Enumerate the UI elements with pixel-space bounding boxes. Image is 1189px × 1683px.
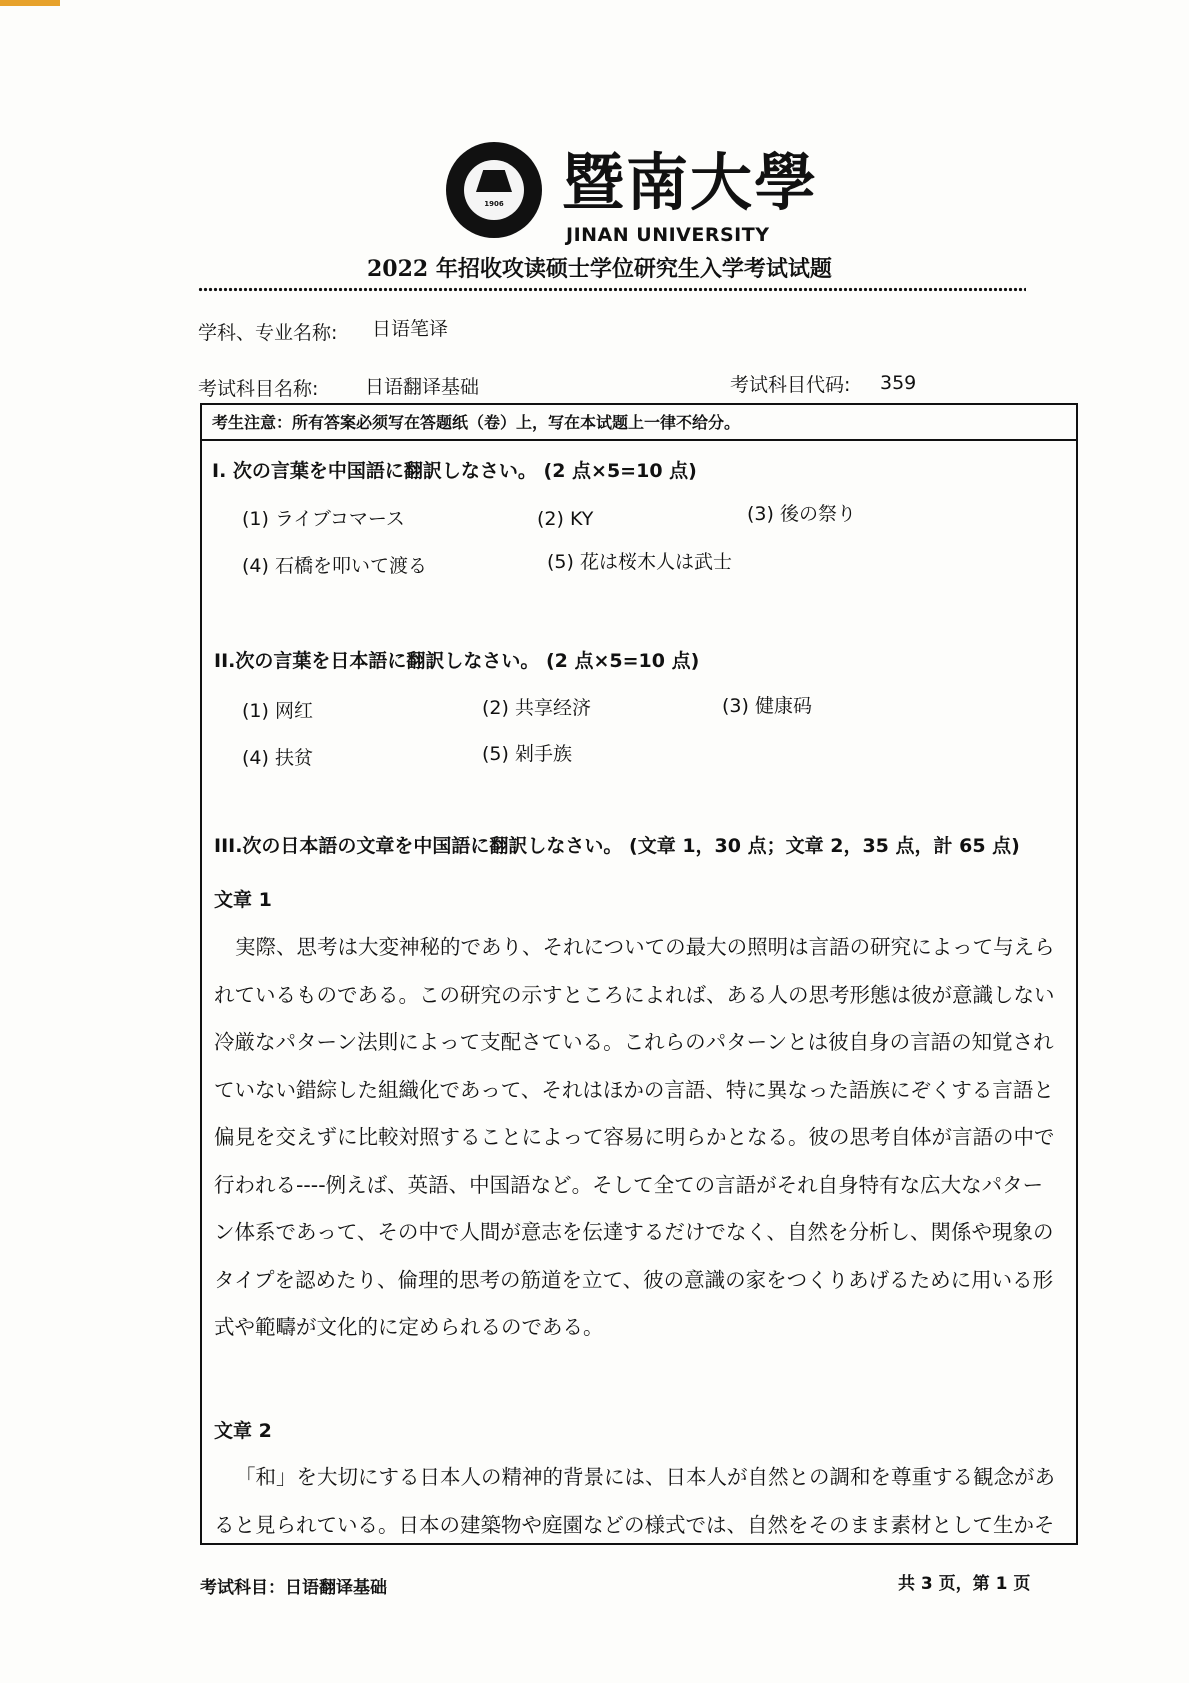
text1-line: タイプを認めたり、倫理的思考の筋道を立て、彼の意識の家をつくりあげるために用いる形 xyxy=(214,1268,1054,1292)
section2-heading: II.次の言葉を日本語に翻訳しなさい。 (2 点×5=10 点) xyxy=(214,650,700,672)
university-seal-logo xyxy=(446,142,542,238)
footer-page: 共 3 页，第 1 页 xyxy=(898,1574,1031,1594)
section2-item: (3) 健康码 xyxy=(722,695,812,717)
text1-title: 文章 1 xyxy=(214,889,272,911)
section2-item: (5) 剁手族 xyxy=(482,743,572,765)
code-label: 考试科目代码: xyxy=(730,374,851,396)
subject-label: 考试科目名称: xyxy=(198,378,319,400)
text1-line: 式や範疇が文化的に定められるのである。 xyxy=(214,1315,604,1339)
ship-emblem-icon xyxy=(476,170,512,192)
section1-item: (1) ライブコマース xyxy=(242,508,405,530)
major-value: 日语笔译 xyxy=(372,318,449,340)
section2-item: (1) 网红 xyxy=(242,700,313,722)
text1-line: 偏見を交えずに比較対照することによって容易に明らかとなる。彼の思考自体が言語の中で xyxy=(214,1125,1055,1149)
text2-line: ると見られている。日本の建築物や庭園などの様式では、自然をそのまま素材として生かそ xyxy=(214,1513,1055,1537)
dotted-divider xyxy=(198,287,1026,292)
text1-line: ン体系であって、その中で人間が意志を伝達するだけでなく、自然を分析し、関係や現象の xyxy=(214,1220,1054,1244)
section1-item: (4) 石橋を叩いて渡る xyxy=(242,555,427,577)
section1-item: (2) KY xyxy=(537,508,594,530)
scan-corner-mark xyxy=(0,0,60,6)
text2-line: 「和」を大切にする日本人の精神的背景には、日本人が自然との調和を尊重する観念があ xyxy=(235,1465,1055,1489)
exam-title: 2022 年招收攻读硕士学位研究生入学考试试题 xyxy=(367,256,832,282)
university-name-cn: 暨南大學 xyxy=(562,146,819,219)
text2-title: 文章 2 xyxy=(214,1420,272,1442)
exam-content-box xyxy=(200,403,1078,1545)
section1-item: (5) 花は桜木人は武士 xyxy=(547,551,732,573)
code-value: 359 xyxy=(880,372,917,394)
text1-line: れているものである。この研究の示すところによれば、ある人の思考形態は彼が意識しない xyxy=(214,983,1055,1007)
section3-heading: III.次の日本語の文章を中国語に翻訳しなさい。 (文章 1，30 点；文章 2，35 点，計 65 点) xyxy=(214,835,1020,857)
section2-item: (4) 扶贫 xyxy=(242,747,313,769)
logo-year: 1906 xyxy=(484,200,504,208)
section1-item: (3) 後の祭り xyxy=(747,503,856,525)
section1-heading: I. 次の言葉を中国語に翻訳しなさい。 (2 点×5=10 点) xyxy=(212,460,697,482)
text1-line: 冷厳なパターン法則によって支配さている。これらのパターンとは彼自身の言語の知覚され xyxy=(214,1030,1054,1054)
university-name-en: JINAN UNIVERSITY xyxy=(566,224,770,246)
footer-subject: 考试科目：日语翻译基础 xyxy=(200,1578,387,1598)
subject-value: 日语翻译基础 xyxy=(365,376,480,398)
notice: 考生注意：所有答案必须写在答题纸（卷）上，写在本试题上一律不给分。 xyxy=(202,405,1076,441)
text1-line: 実際、思考は大変神秘的であり、それについての最大の照明は言語の研究によって与えら xyxy=(235,935,1055,959)
section2-item: (2) 共享经济 xyxy=(482,697,591,719)
major-label: 学科、专业名称: xyxy=(198,322,338,344)
text1-line: 行われる----例えば、英語、中国語など。そして全ての言語がそれ自身特有な広大なパター xyxy=(214,1173,1044,1197)
text1-line: ていない錯綜した組織化であって、それはほかの言語、特に異なった語族にぞくする言語と xyxy=(214,1078,1054,1102)
